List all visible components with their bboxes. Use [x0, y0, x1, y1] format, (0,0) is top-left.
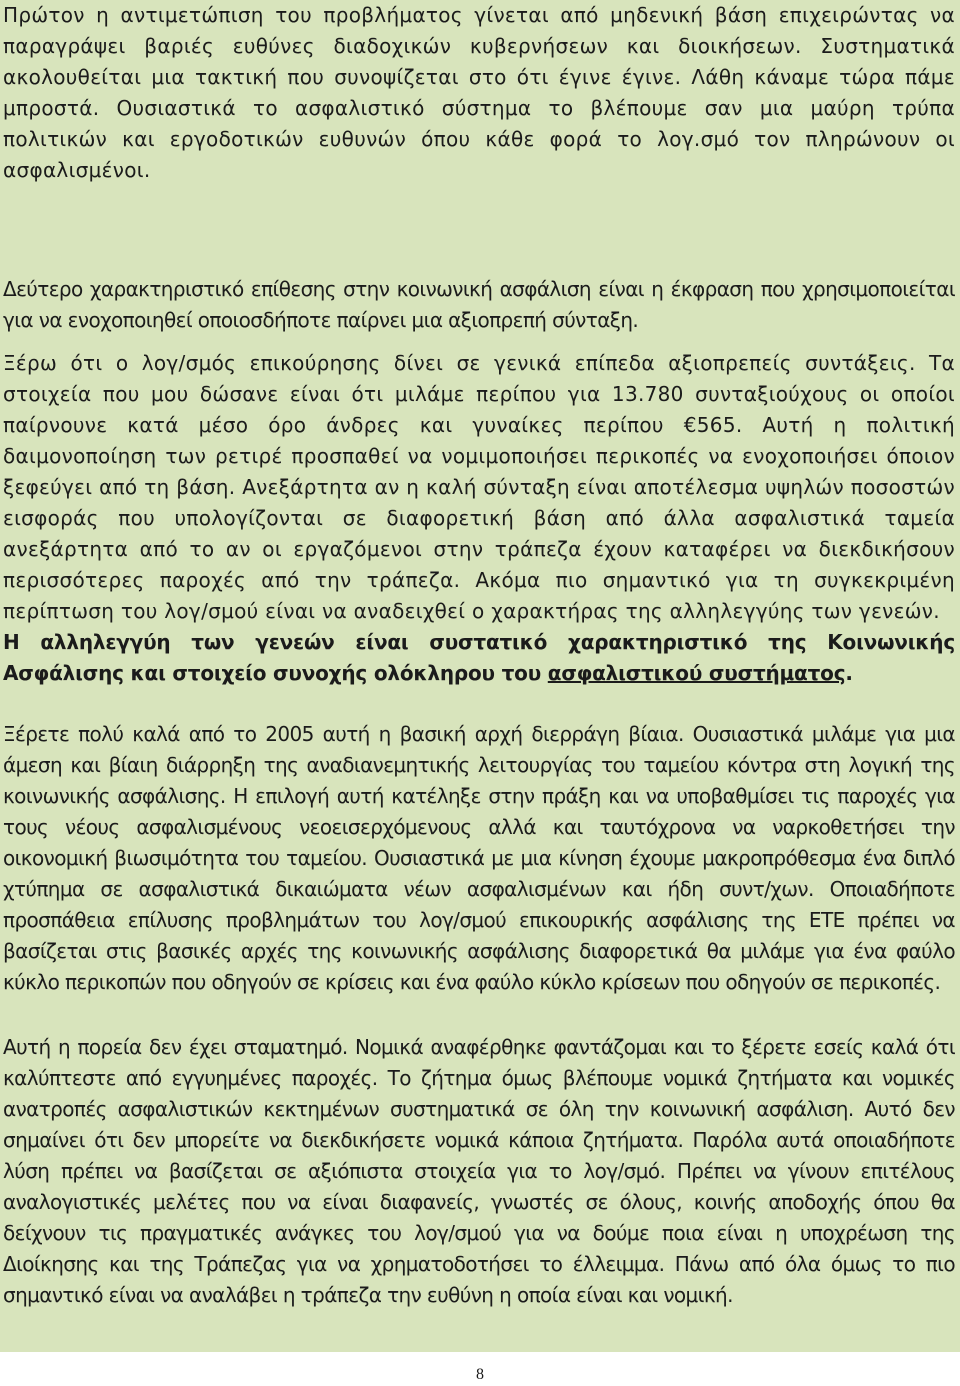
page-number: 8	[476, 1366, 484, 1383]
paragraph-2: Δεύτερο χαρακτηριστικό επίθεσης στην κοινωνική ασφάλιση είναι η έκφραση που χρησιμοποιείται για να ενοχοποιηθεί οποιοσδήποτε παίρνει μια αξιοπρεπή σύνταξη.	[3, 277, 955, 332]
bold-statement: Η αλληλεγγύη των γενεών είναι συστατικό χαρακτηριστικό της Κοινωνικής Ασφάλισης και στοιχείο συνοχής ολόκληρου του	[3, 630, 955, 685]
underlined-phrase: ασφαλιστικού συστήματος	[547, 661, 846, 685]
paragraph-1: Πρώτον η αντιμετώπιση του προβλήματος γίνεται από μηδενική βάση επιχειρώντας να παραγράψει βαριές ευθύνες διαδοχικών κυβερνήσεων και διοικήσεων. Συστηματικά ακολουθείται μια τακτική που συνοψίζεται στο ότι έγινε έγινε. Λάθη κάναμε τώρα πάμε μπροστά. Ουσιαστικά το ασφαλιστικό σύστημα το βλέπουμε σαν μια μαύρη τρύπα πολιτικών και εργοδοτικών ευθυνών όπου κάθε φορά το λογ.σμό τον πληρώνουν οι ασφαλισμένοι.	[3, 3, 955, 182]
paragraph-5: Ξέρετε πολύ καλά από το 2005 αυτή η βασική αρχή διερράγη βίαια. Ουσιαστικά μιλάμε για μια άμεση και βίαιη διάρρηξη της αναδιανεμητικής λειτουργίας του ταμείου κόντρα στη λογική της κοινωνικής ασφάλισης. Η επιλογή αυτή κατέληξε στην πράξη και να υποβαθμίσει τις παροχές για τους νέους ασφαλισμένους νεοεισερχόμενους αλλά και ταυτόχρονα να ναρκοθετήσει την οικονομική βιωσιμότητα του ταμείου. Ουσιαστικά με μια κίνηση έχουμε μακροπρόθεσμα ένα διπλό χτύπημα σε ασφαλιστικά δικαιώματα νέων ασφαλισμένων και ήδη συντ/χων. Οποιαδήποτε προσπάθεια επίλυσης προβλημάτων του λογ/σμού επικουρικής ασφάλισης της ΕΤΕ πρέπει να βασίζεται στις βασικές αρχές της κοινωνικής ασφάλισης διαφορετικά θα μιλάμε για ένα φαύλο κύκλο περικοπών που οδηγούν σε κρίσεις και ένα φαύλο κύκλο κρίσεων που οδηγούν σε περικοπές.	[3, 722, 955, 994]
paragraph-3: Ξέρω ότι ο λογ/σμός επικούρησης δίνει σε γενικά επίπεδα αξιοπρεπείς συντάξεις. Τα στοιχεία που μου δώσανε είναι ότι μιλάμε περίπου για 13.780 συνταξιούχους οι οποίοι παίρνουνε κατά μέσο όρο άνδρες και γυναίκες περίπου €565. Αυτή η πολιτική δαιμονοποίηση των ρετιρέ προσπαθεί να νομιμοποιήσει περικοπές να ενοχοποιήσει όποιον ξεφεύγει από τη βάση. Ανεξάρτητα αν η καλή σύνταξη είναι αποτέλεσμα υψηλών ποσοστών εισφοράς που υπολογίζονται σε διαφορετική βάση από άλλα ασφαλιστικά ταμεία ανεξάρτητα από το αν οι εργαζόμενοι στην τράπεζα έχουν καταφέρει να διεκδικήσουν περισσότερες παροχές από την τράπεζα. Ακόμα πιο σημαντικό για τη συγκεκριμένη περίπτωση του λογ/σμού είναι να αναδειχθεί ο χαρακτήρας της αλληλεγγύης των γενεών.	[3, 351, 955, 623]
paragraph-4-emphasis	[3, 627, 955, 689]
bold-statement-tail: .	[845, 661, 853, 685]
paragraph-6: Αυτή η πορεία δεν έχει σταματημό. Νομικά αναφέρθηκε φαντάζομαι και το ξέρετε εσείς καλά ότι καλύπτεστε από εγγυημένες παροχές. Το ζήτημα όμως βλέπουμε νομικά ζητήματα και νομικές ανατροπές ασφαλιστικών κεκτημένων συστηματικά σε όλη την κοινωνική ασφάλιση. Αυτό δεν σημαίνει ότι δεν μπορείτε να διεκδικήσετε νομικά κάποια ζητήματα. Παρόλα αυτά οποιαδήποτε λύση πρέπει να βασίζεται σε αξιόπιστα στοιχεία για το λογ/σμό. Πρέπει να γίνουν επιτέλους αναλογιστικές μελέτες που να είναι διαφανείς, γνωστές σε όλους, κοινής αποδοχής όπου θα δείχνουν τις πραγματικές ανάγκες του λογ/σμού για να δούμε ποια είναι η υποχρέωση της Διοίκησης και της Τράπεζας για να χρηματοδοτήσει το έλλειμμα. Πάνω από όλα όμως το πιο σημαντικό είναι να αναλάβει η τράπεζα την ευθύνη η οποία είναι και νομική.	[3, 1035, 955, 1307]
document-body	[3, 0, 955, 1311]
